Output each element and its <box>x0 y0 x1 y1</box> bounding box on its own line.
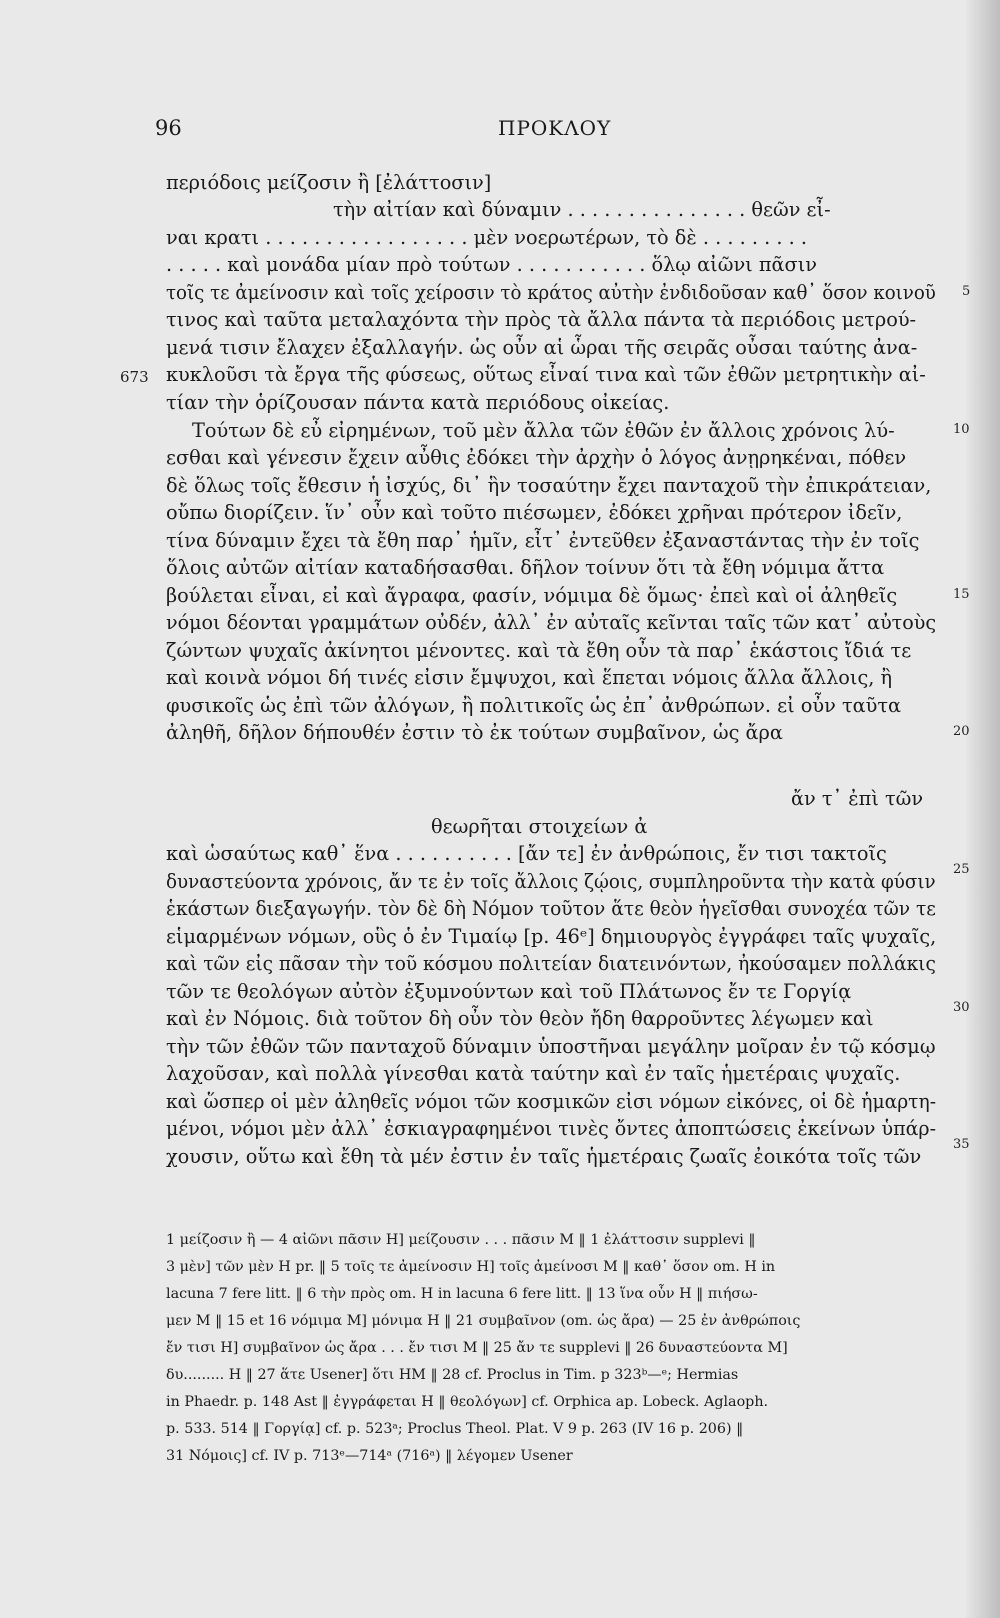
footnote-line: 1 μείζοσιν ἢ — 4 αἰῶνι πᾶσιν H] μείζουσιν . . . πᾶσιν M ‖ 1 ἐλάττοσιν supplevi ‖ <box>166 1232 756 1248</box>
footnote-line: 3 μὲν] τῶν μὲν H pr. ‖ 5 τοῖς τε ἀμείνοσιν H] τοῖς ἀμείνοσι M ‖ καθ᾽ ὅσον om. H in <box>166 1259 776 1275</box>
text-line: περιόδοις μείζοσιν ἢ [ἐλάττοσιν] <box>166 171 492 194</box>
text-line: εσθαι καὶ γένεσιν ἔχειν αὖθις ἐδόκει τὴν ἀρχὴν ὁ λόγος ἀνῃρηκέναι, πόθεν <box>166 446 907 469</box>
margin-page-reference: 673 <box>120 368 149 386</box>
margin-line-number: 30 <box>953 1000 970 1015</box>
margin-line-number: 35 <box>953 1137 970 1152</box>
text-line: θεωρῆται στοιχείων ἀ <box>431 815 648 838</box>
text-line: τίνα δύναμιν ἔχει τὰ ἔθη παρ᾽ ἡμῖν, εἶτ᾽ ἐντεῦθεν ἐξαναστάντας τὴν ἐν τοῖς <box>166 529 920 552</box>
footnote-line: μεν M ‖ 15 et 16 νόμιμα M] μόνιμα H ‖ 21 συμβαῖνον (om. ὡς ἄρα) — 25 ἐν ἀνθρώποις <box>166 1313 801 1329</box>
margin-line-number: 15 <box>953 587 970 602</box>
text-line: ἑκάστων διεξαγωγήν. τὸν δὲ δὴ Νόμον τοῦτον ἅτε θεὸν ἡγεῖσθαι συνοχέα τῶν τε <box>166 897 936 920</box>
text-line: . . . . . καὶ μονάδα μίαν πρὸ τούτων . . . . . . . . . . . ὅλῳ αἰῶνι πᾶσιν <box>166 253 817 276</box>
text-line: τὴν αἰτίαν καὶ δύναμιν . . . . . . . . . . . . . . . θεῶν εἶ- <box>333 198 831 221</box>
text-line: τὴν τῶν ἐθῶν τῶν πανταχοῦ δύναμιν ὑποστῆναι μεγάλην μοῖραν ἐν τῷ κόσμῳ <box>166 1035 936 1058</box>
text-line: κυκλοῦσι τὰ ἔργα τῆς φύσεως, οὕτως εἶναί τινα καὶ τῶν ἐθῶν μετρητικὴν αἰ- <box>166 363 926 386</box>
text-line: ναι κρατι . . . . . . . . . . . . . . . . . μὲν νοερωτέρων, τὸ δὲ . . . . . . . . . <box>166 226 808 249</box>
running-head: ΠΡΟΚΛΟΥ <box>498 116 612 140</box>
page-number: 96 <box>155 116 182 140</box>
text-line: καὶ ὡσαύτως καθ᾽ ἕνα . . . . . . . . . . [ἄν τε] ἐν ἀνθρώποις, ἔν τισι τακτοῖς <box>166 842 887 865</box>
text-line: Τούτων δὲ εὖ εἰρημένων, τοῦ μὲν ἄλλα τῶν ἐθῶν ἐν ἄλλοις χρόνοις λύ- <box>192 419 895 442</box>
text-line: χουσιν, οὕτω καὶ ἔθη τὰ μέν ἐστιν ἐν ταῖς ἡμετέραις ζωαῖς ἐοικότα τοῖς τῶν <box>166 1145 922 1168</box>
text-line: οὔπω διορίζειν. ἵν᾽ οὖν καὶ τοῦτο πιέσωμεν, ἐδόκει χρῆναι πρότερον ἰδεῖν, <box>166 501 903 524</box>
text-line: μενά τισιν ἔλαχεν ἐξαλλαγήν. ὡς οὖν αἱ ὧραι τῆς σειρᾶς οὖσαι ταύτης ἀνα- <box>166 336 918 359</box>
text-line: μένοι, νόμοι μὲν ἀλλ᾽ ἐσκιαγραφημένοι τινὲς ὄντες ἀποπτώσεις ἐκείνων ὑπάρ- <box>166 1117 937 1140</box>
text-line: εἱμαρμένων νόμων, οὓς ὁ ἐν Τιμαίῳ [p. 46ᵉ] δημιουργὸς ἐγγράφει ταῖς ψυχαῖς, <box>166 925 937 948</box>
text-line: καὶ ἐν Νόμοις. διὰ τοῦτον δὴ οὖν τὸν θεὸν ἤδη θαρροῦντες λέγωμεν καὶ <box>166 1007 874 1030</box>
footnote-line: 31 Νόμοις] cf. IV p. 713ᵉ—714ᵃ (716ᵃ) ‖ λέγομεν Usener <box>166 1448 573 1464</box>
text-line: ἄν τ᾽ ἐπὶ τῶν <box>791 787 924 810</box>
text-line: δυναστεύοντα χρόνοις, ἄν τε ἐν τοῖς ἄλλοις ζῴοις, συμπληροῦντα τὴν κατὰ φύσιν <box>166 870 936 893</box>
text-line: δὲ ὅλως τοῖς ἔθεσιν ἡ ἰσχύς, δι᾽ ἣν τοσαύτην ἔχει πανταχοῦ τὴν ἐπικράτειαν, <box>166 474 932 497</box>
margin-line-number: 25 <box>953 862 970 877</box>
footnote-line: ἔν τισι H] συμβαῖνον ὡς ἄρα . . . ἔν τισι M ‖ 25 ἄν τε supplevi ‖ 26 δυναστεύοντα M] <box>166 1340 788 1356</box>
text-line: φυσικοῖς ὡς ἐπὶ τῶν ἀλόγων, ἢ πολιτικοῖς ὡς ἐπ᾽ ἀνθρώπων. εἰ οὖν ταῦτα <box>166 694 902 717</box>
text-line: τινος καὶ ταῦτα μεταλαχόντα τὴν πρὸς τὰ ἄλλα πάντα τὰ περιόδοις μετρού- <box>166 308 917 331</box>
page-gutter-shadow <box>966 0 1000 1618</box>
text-line: καὶ τῶν εἰς πᾶσαν τὴν τοῦ κόσμου πολιτείαν διατεινόντων, ἠκούσαμεν πολλάκις <box>166 952 936 975</box>
margin-line-number: 20 <box>953 724 970 739</box>
footnote-line: δυ......... H ‖ 27 ἅτε Usener] ὅτι HM ‖ 28 cf. Proclus in Tim. p 323ᵇ—ᵉ; Hermias <box>166 1367 739 1383</box>
text-line: τίαν τὴν ὁρίζουσαν πάντα κατὰ περιόδους οἰκείας. <box>166 391 670 414</box>
text-line: βούλεται εἶναι, εἰ καὶ ἄγραφα, φασίν, νόμιμα δὲ ὅμως· ἐπεὶ καὶ οἱ ἀληθεῖς <box>166 584 898 607</box>
margin-line-number: 10 <box>953 422 970 437</box>
text-line: ὅλοις αὐτῶν αἰτίαν καταδήσασθαι. δῆλον τοίνυν ὅτι τὰ ἔθη νόμιμα ἄττα <box>166 556 885 579</box>
footnote-line: p. 533. 514 ‖ Γοργίᾳ] cf. p. 523ᵃ; Proclus Theol. Plat. V 9 p. 263 (IV 16 p. 206) ‖ <box>166 1421 744 1437</box>
text-line: νόμοι δέονται γραμμάτων οὐδέν, ἀλλ᾽ ἐν αὐταῖς κεῖνται ταῖς τῶν κατ᾽ αὐτοὺς <box>166 611 937 634</box>
margin-line-number: 5 <box>962 284 971 299</box>
footnote-line: in Phaedr. p. 148 Ast ‖ ἐγγράφεται H ‖ θεολόγων] cf. Orphica ap. Lobeck. Aglaoph. <box>166 1394 769 1410</box>
text-line: ἀληθῆ, δῆλον δήπουθέν ἐστιν τὸ ἐκ τούτων συμβαῖνον, ὡς ἄρα <box>166 721 783 744</box>
footnote-line: lacuna 7 fere litt. ‖ 6 τὴν πρὸς om. H in lacuna 6 fere litt. ‖ 13 ἵνα οὖν H ‖ πιήσω- <box>166 1286 758 1302</box>
text-line: καὶ ὥσπερ οἱ μὲν ἀληθεῖς νόμοι τῶν κοσμικῶν εἰσι νόμων εἰκόνες, οἱ δὲ ἡμαρτη- <box>166 1090 937 1113</box>
text-line: καὶ κοινὰ νόμοι δή τινές εἰσιν ἔμψυχοι, καὶ ἕπεται νόμοις ἄλλα ἄλλοις, ἢ <box>166 666 893 689</box>
text-line: τῶν τε θεολόγων αὐτὸν ἐξυμνούντων καὶ τοῦ Πλάτωνος ἔν τε Γοργίᾳ <box>166 980 852 1003</box>
text-line: ζώντων ψυχαῖς ἀκίνητοι μένοντες. καὶ τὰ ἔθη οὖν τὰ παρ᾽ ἑκάστοις ἴδιά τε <box>166 639 912 662</box>
text-line: λαχοῦσαν, καὶ πολλὰ γίνεσθαι κατὰ ταύτην καὶ ἐν ταῖς ἡμετέραις ψυχαῖς. <box>166 1062 901 1085</box>
text-line: τοῖς τε ἀμείνοσιν καὶ τοῖς χείροσιν τὸ κράτος αὐτὴν ἐνδιδοῦσαν καθ᾽ ὅσον κοινοῦ <box>166 281 936 304</box>
